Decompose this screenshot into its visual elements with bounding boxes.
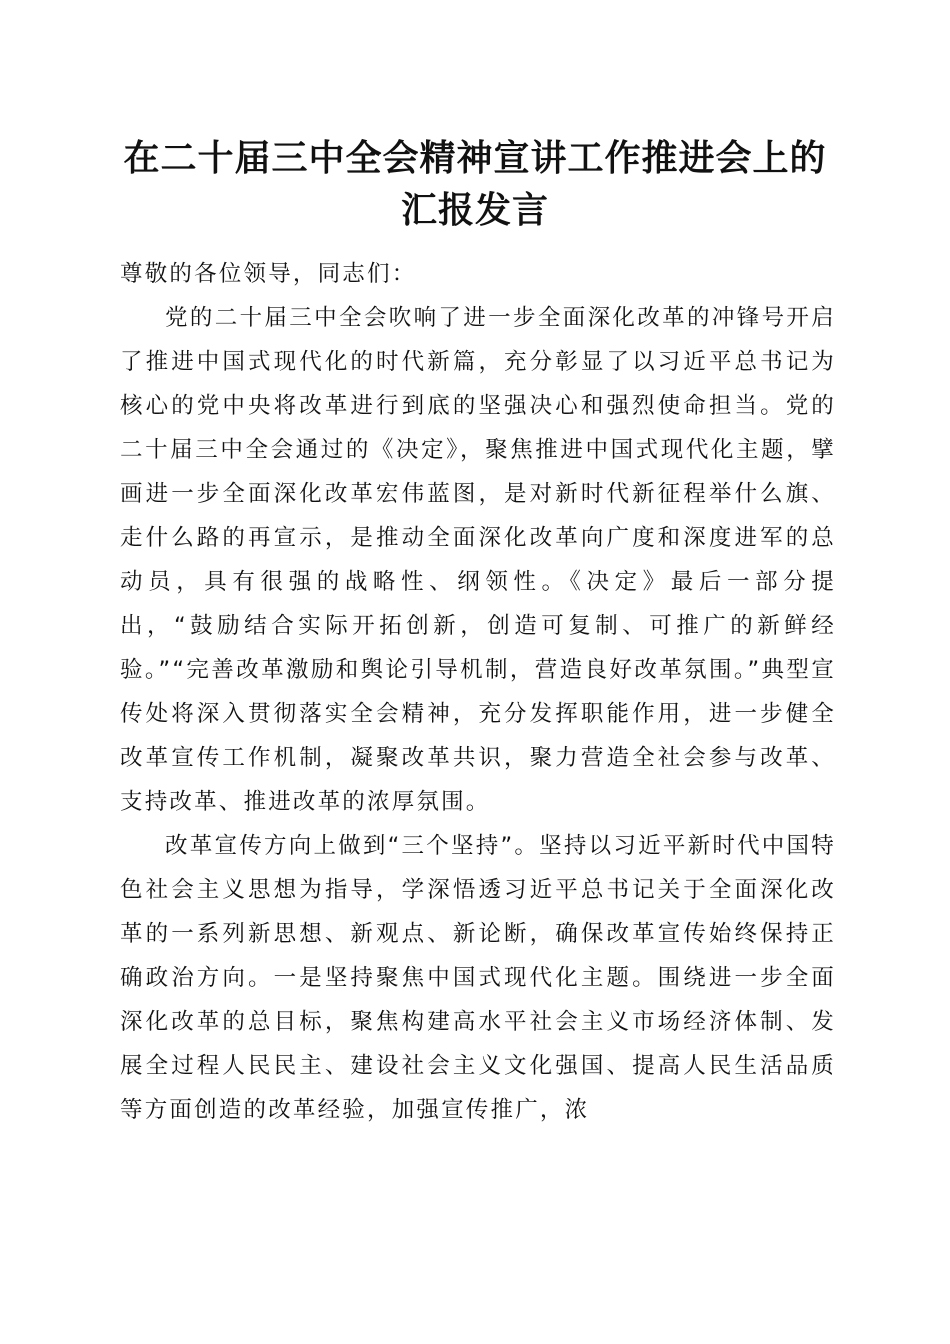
document-body xyxy=(120,252,836,1132)
paragraph-2: 改革宣传方向上做到“三个坚持”。坚持以习近平新时代中国特色社会主义思想为指导，学深悟透习近平总书记关于全面深化改革的一系列新思想、新观点、新论断，确保改革宣传始终保持正确政治方向。一是坚持聚焦中国式现代化主题。围绕进一步全面深化改革的总目标，聚焦构建高水平社会主义市场经济体制、发展全过程人民民主、建设社会主义文化强国、提高人民生活品质等方面创造的改革经验，加强宣传推广，浓 xyxy=(120,833,836,1123)
paragraph-1: 党的二十届三中全会吹响了进一步全面深化改革的冲锋号开启了推进中国式现代化的时代新篇，充分彰显了以习近平总书记为核心的党中央将改革进行到底的坚强决心和强烈使命担当。党的二十届三中全会通过的《决定》，聚焦推进中国式现代化主题，擘画进一步全面深化改革宏伟蓝图，是对新时代新征程举什么旗、走什么路的再宣示，是推动全面深化改革向广度和深度进军的总动员，具有很强的战略性、纲领性。《决定》最后一部分提出，“鼓励结合实际开拓创新，创造可复制、可推广的新鲜经验。”“完善改革激励和舆论引导机制，营造良好改革氛围。”典型宣传处将深入贯彻落实全会精神，充分发挥职能作用，进一步健全改革宣传工作机制，凝聚改革共识，聚力营造全社会参与改革、支持改革、推进改革的浓厚氛围。 xyxy=(120,305,836,815)
document-title: 在二十届三中全会精神宣讲工作推进会上的汇报发言 xyxy=(123,137,827,231)
salutation: 尊敬的各位领导，同志们： xyxy=(120,261,417,287)
